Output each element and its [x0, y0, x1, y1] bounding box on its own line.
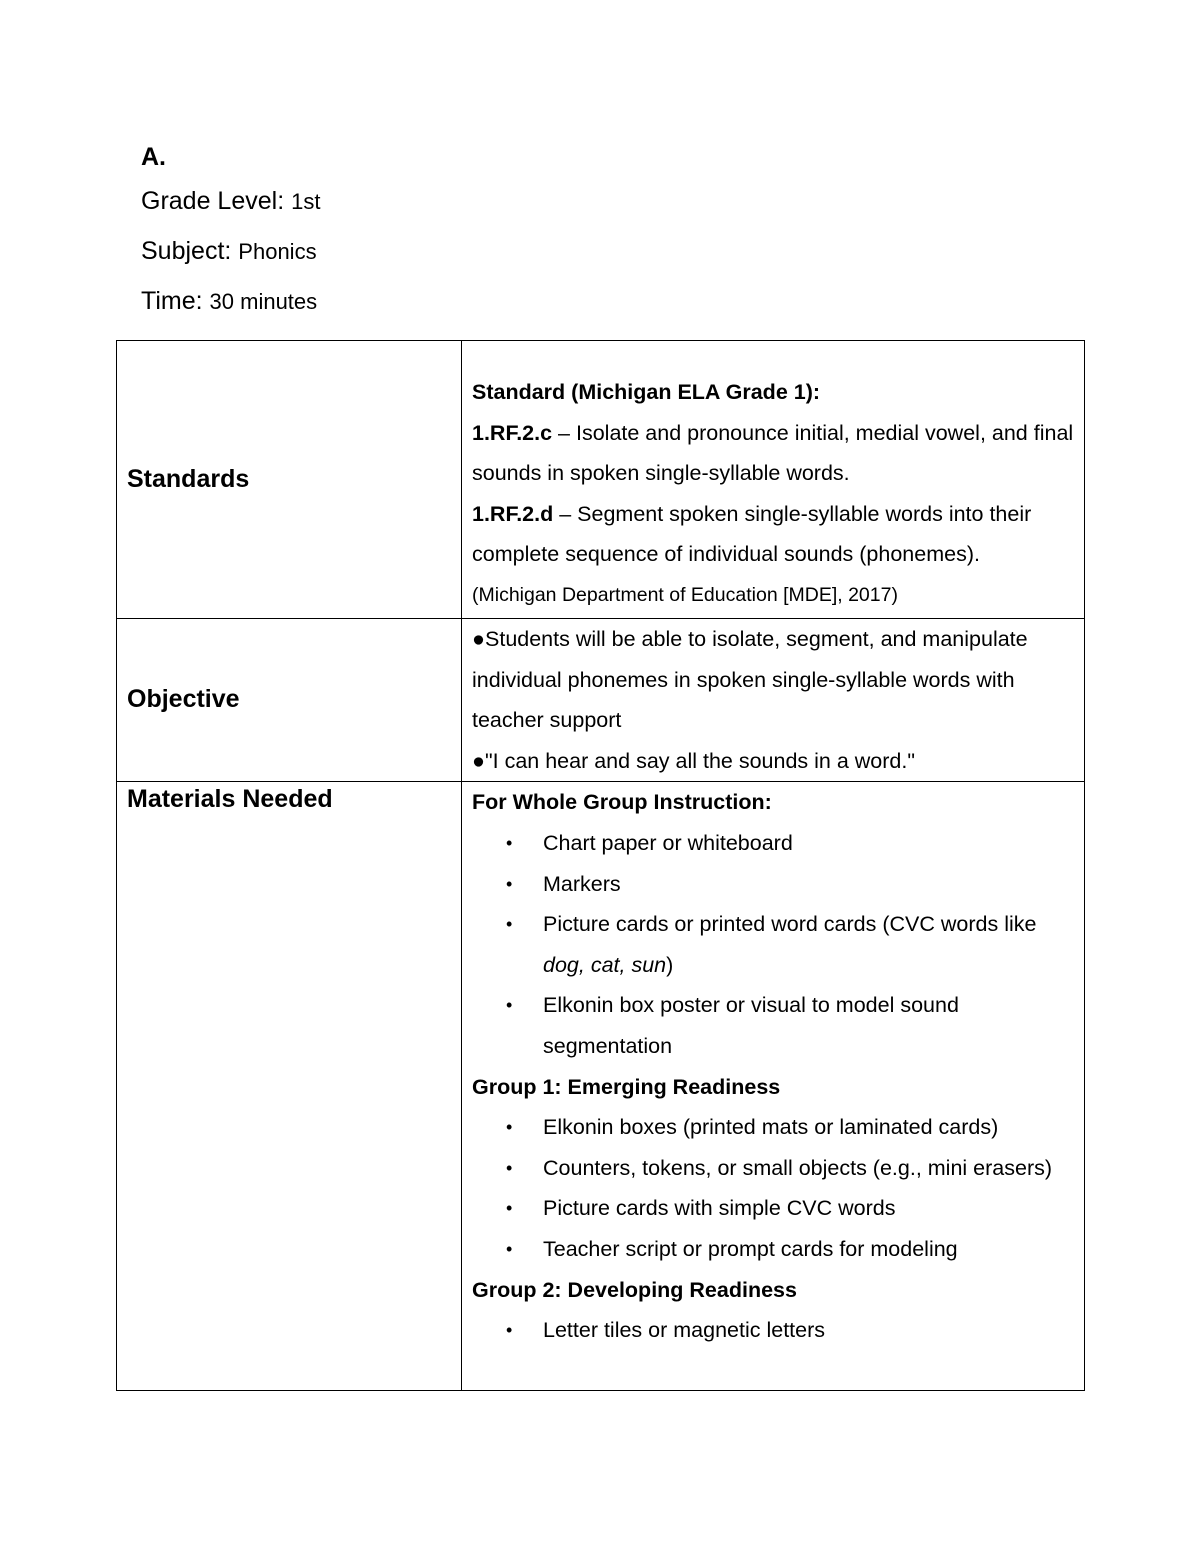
section-letter: A.: [141, 143, 166, 171]
list-item-text: Picture cards with simple CVC words: [543, 1196, 896, 1221]
list-item: [472, 864, 1076, 905]
objective-content-cell: [462, 619, 1085, 782]
list-item-text: Elkonin box poster or visual to model sound segmentation: [543, 993, 959, 1058]
standards-heading: Standard (Michigan ELA Grade 1):: [472, 380, 821, 404]
list-item-text: Picture cards or printed word cards (CVC words like: [543, 912, 1037, 937]
standards-row: [117, 341, 1085, 619]
list-item-tail: ): [666, 952, 674, 977]
list-item: [472, 1148, 1076, 1189]
materials-content-cell: [462, 782, 1085, 1391]
time-value: 30 minutes: [209, 289, 318, 314]
grade-level-label: Grade Level:: [141, 187, 285, 215]
objective-item: [472, 619, 1076, 741]
materials-list: [472, 1310, 1076, 1351]
objective-text: Students will be able to isolate, segment, and manipulate individual phonemes in spoken single-syllable words with teacher support: [472, 627, 1028, 733]
standard-item: [472, 494, 1076, 575]
list-item-examples: dog, cat, sun: [543, 952, 667, 977]
lesson-plan-table: [116, 340, 1085, 1391]
time-label: Time:: [141, 287, 203, 315]
subject-value: Phonics: [238, 239, 317, 264]
bullet-icon: •: [506, 914, 513, 935]
objective-label: Objective: [127, 685, 240, 713]
list-item-text: Elkonin boxes (printed mats or laminated cards): [543, 1115, 999, 1140]
list-item: [472, 1229, 1076, 1270]
objective-row: [117, 619, 1085, 782]
materials-row: [117, 782, 1085, 1391]
objective-bullet-icon: ●: [472, 627, 485, 651]
list-item: [472, 904, 1076, 985]
list-item-text: Markers: [543, 871, 621, 896]
bullet-icon: •: [506, 1320, 513, 1341]
standard-text: – Segment spoken single-syllable words into their complete sequence of individual sounds (phonemes).: [472, 501, 1032, 567]
bullet-icon: •: [506, 873, 513, 894]
materials-list: [472, 1107, 1076, 1269]
standards-label: Standards: [127, 465, 250, 493]
bullet-icon: •: [506, 1238, 513, 1259]
objective-bullet-icon: ●: [472, 748, 485, 773]
standard-text: – Isolate and pronounce initial, medial vowel, and final sounds in spoken single-syllable words.: [472, 420, 1074, 486]
list-item: [472, 823, 1076, 864]
list-item: [472, 1188, 1076, 1229]
materials-group-heading: For Whole Group Instruction:: [472, 790, 772, 815]
bullet-icon: •: [506, 1157, 513, 1178]
subject-label: Subject:: [141, 237, 232, 265]
materials-group-heading: Group 2: Developing Readiness: [472, 1277, 797, 1302]
list-item-text: Letter tiles or magnetic letters: [543, 1318, 826, 1343]
bullet-icon: •: [506, 995, 513, 1016]
grade-level-value: 1st: [291, 189, 321, 214]
standards-citation: (Michigan Department of Education [MDE], 2017): [472, 583, 898, 606]
standard-code: 1.RF.2.d: [472, 501, 554, 526]
objective-label-cell: [117, 619, 462, 782]
subject-line: [141, 226, 320, 276]
bullet-icon: •: [506, 1198, 513, 1219]
list-item: [472, 1310, 1076, 1351]
standard-item: [472, 413, 1076, 494]
objective-text: "I can hear and say all the sounds in a word.": [485, 748, 915, 773]
list-item-text: Counters, tokens, or small objects (e.g., mini erasers): [543, 1155, 1053, 1180]
materials-label: Materials Needed: [127, 785, 333, 814]
list-item: [472, 985, 1076, 1066]
list-item: [472, 1107, 1076, 1148]
bullet-icon: •: [506, 832, 513, 853]
materials-list: [472, 823, 1076, 1067]
list-item-text: Teacher script or prompt cards for modeling: [543, 1236, 958, 1261]
lesson-header: [141, 138, 320, 326]
time-line: [141, 276, 320, 326]
materials-group-heading: Group 1: Emerging Readiness: [472, 1074, 781, 1099]
list-item-text: Chart paper or whiteboard: [543, 830, 793, 855]
materials-label-cell: [117, 782, 462, 1391]
bullet-icon: •: [506, 1117, 513, 1138]
standards-content-cell: [462, 341, 1085, 619]
objective-item: [472, 741, 1076, 782]
grade-level-line: [141, 176, 320, 226]
standard-code: 1.RF.2.c: [472, 420, 553, 445]
standards-label-cell: [117, 341, 462, 619]
